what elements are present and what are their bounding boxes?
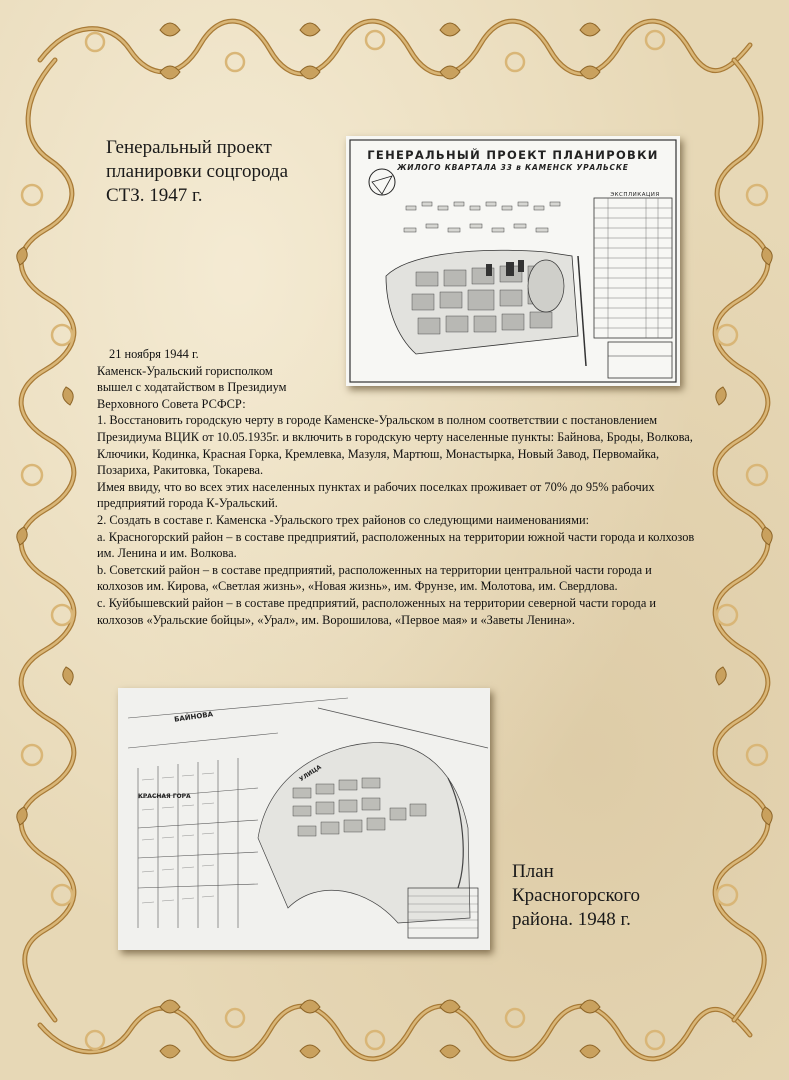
- ornament-frame-top: [0, 0, 789, 95]
- krasnogorsk-plan-drawing: [118, 688, 490, 950]
- krasnogorsk-plan-image: [118, 688, 490, 950]
- document-date: 21 ноября 1944 г.: [109, 347, 199, 361]
- document-point-c: c. Куйбышевский район – в составе предприятий, расположенных на территории северной части города и колхозов «Уральские бойцы», «Урал», им. Ворошилова, «Первое мая» и «Заветы Ленина».: [97, 595, 657, 627]
- document-point-b: b. Советский район – в составе предприятий, расположенных на территории центральной части города и колхозов им. Кирова, «Светлая жизнь», «Новая жизнь», им. Фрунзе, им. Молотова, им. Свердлова.: [97, 562, 652, 594]
- plan1-legend-heading: ЭКСПЛИКАЦИЯ: [610, 192, 660, 198]
- ornament-frame-right: [699, 0, 789, 1080]
- plan1-title: ГЕНЕРАЛЬНЫЙ ПРОЕКТ ПЛАНИРОВКИ: [367, 148, 659, 162]
- plan1-subtitle: ЖИЛОГО КВАРТАЛА 33 в КАМЕНСК УРАЛЬСКЕ: [397, 163, 629, 172]
- plan2-label-street: УЛИЦА: [298, 763, 323, 784]
- document-note: Имея ввиду, что во всех этих населенных пунктах и рабочих поселках проживает от 70% до 95% рабочих предприятий города К-Уральский.: [97, 479, 655, 511]
- ornament-frame-left: [0, 0, 90, 1080]
- document-intro: Каменск-Уральский горисполком вышел с ходатайством в Президиум Верховного Совета РСФСР:: [97, 363, 287, 411]
- caption-general-plan: Генеральный проект планировки соцгорода СТЗ. 1947 г.: [106, 137, 289, 206]
- caption-krasnogorsk-plan: План Красногорского района. 1948 г.: [512, 861, 641, 930]
- document-point-2: 2. Создать в составе г. Каменска -Уральского трех районов со следующими наименованиями:: [97, 512, 590, 527]
- document-text: [97, 346, 697, 628]
- document-point-1: 1. Восстановить городскую черту в городе Каменске-Уральском в полном соответствии с постановлением Президиума ВЦИК от 10.05.1935г. и включить в городскую черту населенные пункты: Байнова, Броды, Волкова, Ключики, Кодинка, Красная Горка, Кремлевка, Мазуля, Мартюш, Монастырка, Новый Завод, Первомайка, Позариха, Ракитовка, Токарева.: [97, 413, 693, 478]
- ornament-frame-bottom: [0, 985, 789, 1080]
- plan2-label-village: БАЙНОВА: [173, 710, 214, 724]
- document-point-a: a. Красногорский район – в составе предприятий, расположенных на территории южной части города и колхозов им. Ленина и им. Волкова.: [97, 529, 695, 561]
- plan2-label-district: КРАСНАЯ ГОРА: [138, 793, 191, 800]
